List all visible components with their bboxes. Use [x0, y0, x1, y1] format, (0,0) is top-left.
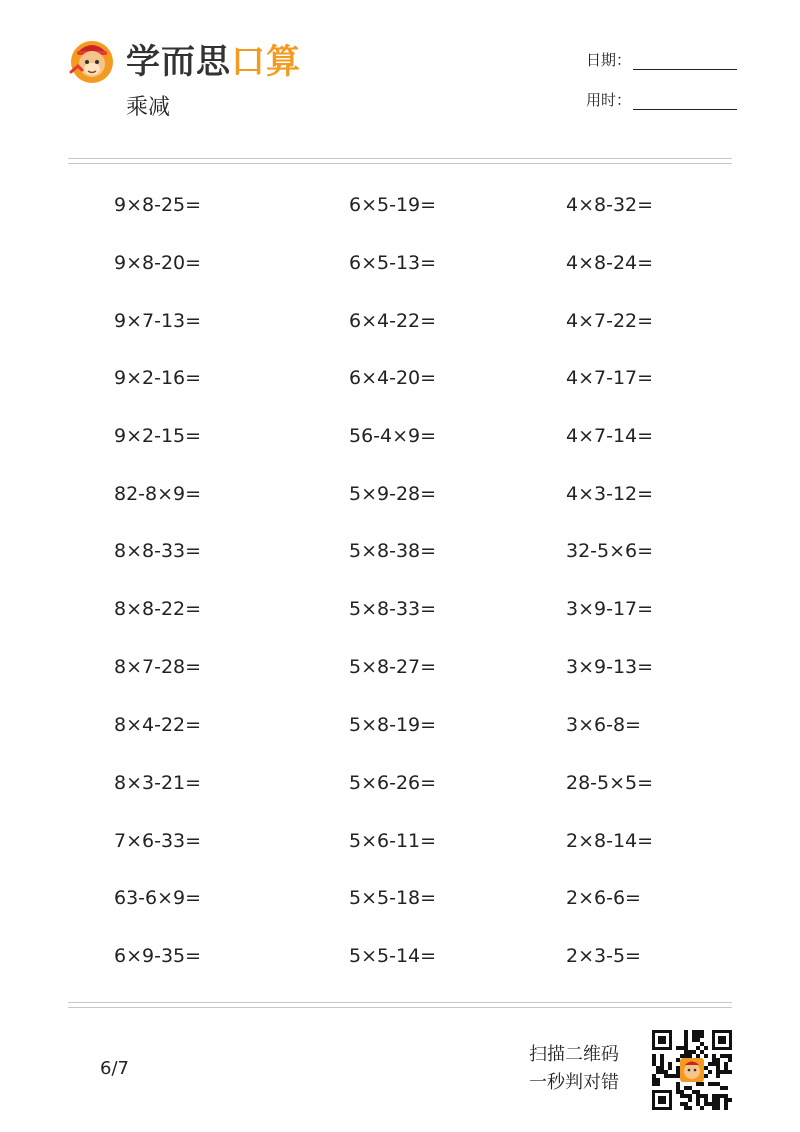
qr-module — [696, 1046, 700, 1050]
qr-module — [688, 1086, 692, 1090]
problem: 5×6-26= — [349, 772, 437, 794]
footer-divider — [68, 1002, 732, 1008]
qr-module — [712, 1054, 716, 1058]
qr-module — [684, 1086, 688, 1090]
qr-module — [708, 1070, 712, 1074]
qr-module — [680, 1094, 684, 1098]
qr-module — [724, 1062, 728, 1066]
qr-module — [708, 1062, 712, 1066]
qr-module — [704, 1098, 708, 1102]
problem: 5×5-14= — [349, 945, 437, 967]
qr-module — [680, 1054, 684, 1058]
qr-module — [688, 1050, 692, 1054]
problem: 5×8-27= — [349, 656, 437, 678]
problem: 6×9-35= — [114, 945, 202, 967]
time-blank-line — [633, 93, 737, 110]
qr-module — [716, 1102, 720, 1106]
brand-title — [126, 40, 301, 84]
page-number: 6/7 — [100, 1058, 129, 1079]
problem: 4×8-24= — [566, 252, 654, 274]
problem: 9×8-25= — [114, 194, 202, 216]
qr-module — [684, 1034, 688, 1038]
problem: 2×8-14= — [566, 830, 654, 852]
qr-module — [656, 1082, 660, 1086]
qr-module — [708, 1082, 712, 1086]
qr-module — [716, 1106, 720, 1110]
qr-module — [720, 1054, 724, 1058]
qr-module — [704, 1074, 708, 1078]
qr-module — [696, 1082, 700, 1086]
qr-module — [692, 1090, 696, 1094]
qr-module — [700, 1030, 704, 1034]
problem: 8×7-28= — [114, 656, 202, 678]
qr-module — [720, 1086, 724, 1090]
problem: 3×9-17= — [566, 598, 654, 620]
qr-module — [680, 1046, 684, 1050]
qr-module — [692, 1050, 696, 1054]
qr-module — [704, 1102, 708, 1106]
problem: 82-8×9= — [114, 483, 202, 505]
qr-module — [684, 1038, 688, 1042]
time-field — [586, 90, 737, 110]
qr-module — [708, 1102, 712, 1106]
qr-module — [700, 1042, 704, 1046]
qr-module — [724, 1086, 728, 1090]
problem: 4×3-12= — [566, 483, 654, 505]
date-blank-line — [633, 53, 737, 70]
qr-module — [692, 1034, 696, 1038]
qr-module — [696, 1054, 700, 1058]
qr-module — [696, 1102, 700, 1106]
qr-module — [696, 1098, 700, 1102]
problem: 6×5-19= — [349, 194, 437, 216]
qr-module — [676, 1074, 680, 1078]
problem: 63-6×9= — [114, 887, 202, 909]
qr-module — [692, 1030, 696, 1034]
qr-module — [700, 1034, 704, 1038]
qr-module — [652, 1062, 656, 1066]
qr-module — [728, 1098, 732, 1102]
qr-module — [700, 1050, 704, 1054]
qr-module — [660, 1062, 664, 1066]
qr-module — [664, 1070, 668, 1074]
qr-module — [656, 1066, 660, 1070]
qr-module — [676, 1082, 680, 1086]
problem: 8×8-22= — [114, 598, 202, 620]
worksheet-subtitle: 乘减 — [126, 95, 171, 120]
problem: 2×3-5= — [566, 945, 641, 967]
problem: 56-4×9= — [349, 425, 437, 447]
qr-module — [652, 1054, 656, 1058]
qr-module — [660, 1054, 664, 1058]
qr-module — [700, 1106, 704, 1110]
qr-module — [688, 1054, 692, 1058]
qr-module — [712, 1058, 716, 1062]
qr-module — [724, 1066, 728, 1070]
date-label: 日期： — [586, 51, 632, 69]
qr-module — [712, 1106, 716, 1110]
qr-module — [676, 1070, 680, 1074]
problem: 4×7-17= — [566, 367, 654, 389]
qr-module — [684, 1106, 688, 1110]
problem: 8×8-33= — [114, 540, 202, 562]
qr-module — [696, 1090, 700, 1094]
problem: 3×9-13= — [566, 656, 654, 678]
qr-module — [684, 1046, 688, 1050]
qr-module — [684, 1094, 688, 1098]
qr-module — [724, 1054, 728, 1058]
qr-module — [688, 1094, 692, 1098]
problem: 6×4-20= — [349, 367, 437, 389]
qr-module — [676, 1086, 680, 1090]
qr-module — [676, 1046, 680, 1050]
qr-module — [724, 1106, 728, 1110]
brand-main: 学而思 — [126, 42, 231, 82]
qr-module — [660, 1058, 664, 1062]
scan-hint-line2: 一秒判对错 — [529, 1072, 619, 1093]
qr-module — [656, 1078, 660, 1082]
problem: 4×7-22= — [566, 310, 654, 332]
qr-module — [704, 1094, 708, 1098]
qr-module — [704, 1054, 708, 1058]
qr-code-icon[interactable] — [652, 1030, 732, 1110]
qr-module — [684, 1030, 688, 1034]
qr-module — [660, 1070, 664, 1074]
qr-module — [652, 1078, 656, 1082]
problem: 9×2-15= — [114, 425, 202, 447]
time-label: 用时： — [586, 91, 632, 109]
qr-module — [668, 1066, 672, 1070]
scan-hint-line1: 扫描二维码 — [529, 1044, 619, 1065]
problem: 5×6-11= — [349, 830, 437, 852]
qr-module — [680, 1102, 684, 1106]
date-field — [586, 50, 737, 70]
qr-module — [652, 1074, 656, 1078]
qr-module — [684, 1042, 688, 1046]
qr-module — [664, 1074, 668, 1078]
qr-module — [712, 1094, 716, 1098]
qr-module — [660, 1066, 664, 1070]
qr-module — [712, 1102, 716, 1106]
qr-module — [716, 1082, 720, 1086]
problem: 28-5×5= — [566, 772, 654, 794]
problem: 4×7-14= — [566, 425, 654, 447]
qr-module — [720, 1094, 724, 1098]
problem: 5×8-33= — [349, 598, 437, 620]
qr-module — [672, 1074, 676, 1078]
qr-module — [688, 1106, 692, 1110]
qr-module — [724, 1098, 728, 1102]
problem: 9×2-16= — [114, 367, 202, 389]
problem: 5×9-28= — [349, 483, 437, 505]
monkey-logo-icon — [68, 36, 116, 84]
qr-module — [656, 1070, 660, 1074]
problem: 8×3-21= — [114, 772, 202, 794]
qr-module — [724, 1070, 728, 1074]
qr-module — [724, 1094, 728, 1098]
qr-module — [688, 1098, 692, 1102]
qr-module — [728, 1058, 732, 1062]
qr-module — [676, 1066, 680, 1070]
qr-module — [680, 1090, 684, 1094]
problem: 9×7-13= — [114, 310, 202, 332]
qr-module — [676, 1090, 680, 1094]
qr-module — [716, 1062, 720, 1066]
qr-module — [652, 1082, 656, 1086]
qr-module — [716, 1058, 720, 1062]
problem: 5×5-18= — [349, 887, 437, 909]
qr-module — [716, 1070, 720, 1074]
header-divider — [68, 158, 732, 164]
qr-module — [692, 1038, 696, 1042]
brand-accent: 口算 — [231, 42, 301, 82]
problem: 3×6-8= — [566, 714, 641, 736]
qr-module — [668, 1062, 672, 1066]
problem: 6×4-22= — [349, 310, 437, 332]
problem: 4×8-32= — [566, 194, 654, 216]
qr-module — [668, 1074, 672, 1078]
qr-module — [696, 1034, 700, 1038]
problem: 32-5×6= — [566, 540, 654, 562]
qr-module — [712, 1082, 716, 1086]
qr-module — [696, 1038, 700, 1042]
qr-module — [700, 1094, 704, 1098]
qr-module — [696, 1094, 700, 1098]
qr-module — [712, 1098, 716, 1102]
qr-module — [716, 1066, 720, 1070]
problem: 7×6-33= — [114, 830, 202, 852]
qr-module — [716, 1098, 720, 1102]
qr-module — [652, 1058, 656, 1062]
problem: 8×4-22= — [114, 714, 202, 736]
qr-module — [728, 1054, 732, 1058]
qr-module — [704, 1066, 708, 1070]
qr-module — [684, 1102, 688, 1106]
qr-module — [696, 1030, 700, 1034]
problem: 2×6-6= — [566, 887, 641, 909]
qr-module — [676, 1058, 680, 1062]
problem: 9×8-20= — [114, 252, 202, 274]
qr-module — [716, 1094, 720, 1098]
qr-module — [704, 1046, 708, 1050]
problem: 5×8-38= — [349, 540, 437, 562]
qr-module — [712, 1062, 716, 1066]
qr-module — [724, 1102, 728, 1106]
qr-module — [728, 1070, 732, 1074]
problem: 6×5-13= — [349, 252, 437, 274]
problem: 5×8-19= — [349, 714, 437, 736]
qr-module — [716, 1074, 720, 1078]
qr-module — [700, 1082, 704, 1086]
qr-module — [720, 1070, 724, 1074]
qr-module — [684, 1054, 688, 1058]
qr-module — [684, 1050, 688, 1054]
